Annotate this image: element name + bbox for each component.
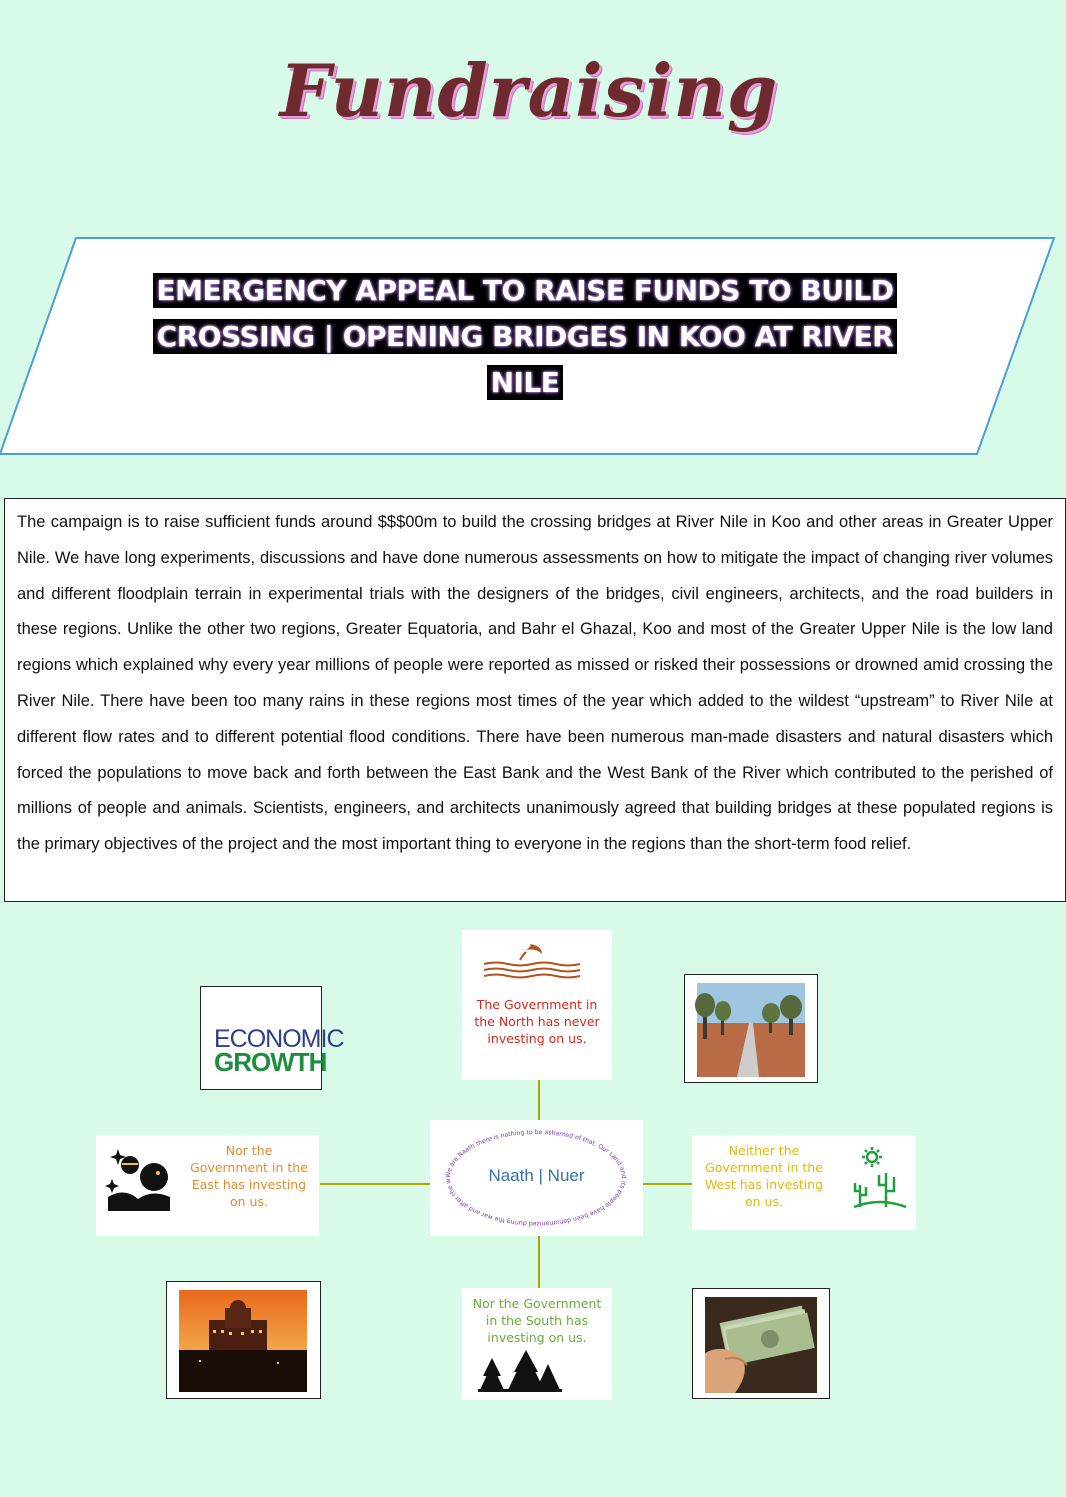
economic-growth-card: [200, 986, 344, 1090]
north-node: [462, 930, 612, 1080]
logo-line-2: GROWTH: [214, 1047, 327, 1077]
north-label: The Government in the North has never investing on us.: [474, 997, 600, 1046]
banner-heading: [140, 268, 910, 406]
page-title: Fundraising: [279, 48, 779, 133]
connector-north: [538, 1080, 540, 1120]
banner-line-2: CROSSING | OPENING BRIDGES IN KOO AT RIVER: [153, 319, 898, 354]
palace-dusk-photo: [179, 1290, 307, 1392]
connector-south: [538, 1236, 540, 1288]
night-moon-icon: [108, 1143, 170, 1211]
east-node: [96, 1135, 319, 1236]
east-label: Nor the Government in the East has investing on us.: [190, 1143, 308, 1209]
banner-line-3: NILE: [487, 365, 564, 400]
south-label: Nor the Government in the South has investing on us.: [472, 1296, 602, 1345]
west-node: [692, 1135, 916, 1230]
palace-photo-card: [166, 1281, 321, 1399]
money-photo-card: [692, 1288, 830, 1399]
center-node: [430, 1120, 643, 1236]
center-ring-text: We are Naath there is nothing to be ashamed of that. Our Land and its people have been dehumanized during the war and after the w: [444, 1128, 628, 1228]
center-label: Naath | Nuer: [488, 1166, 585, 1185]
connector-east: [320, 1183, 430, 1185]
road-photo-card: [684, 974, 818, 1083]
pine-trees-icon: [478, 1350, 562, 1392]
road-trees-photo: [697, 983, 805, 1077]
campaign-description-box: [4, 498, 1066, 902]
boat-waves-icon: [482, 940, 582, 982]
west-label: Neither the Government in the West has investing on us.: [705, 1143, 823, 1209]
connector-west: [642, 1183, 692, 1185]
logo-line-1: ECONOMIC: [214, 1025, 344, 1053]
south-node: [462, 1288, 612, 1400]
cactus-sun-icon: [852, 1145, 908, 1211]
banner-line-1: EMERGENCY APPEAL TO RAISE FUNDS TO BUILD: [153, 273, 898, 308]
campaign-description: The campaign is to raise sufficient funds around $$$00m to build the crossing bridges at River Nile in Koo and other areas in Greater Upper Nile. We have long experiments, discussions and have done numerous assessments on how to mitigate the impact of changing river volumes and different floodplain terrain in experimental trials with the designers of the bridges, civil engineers, architects, and the road builders in these regions. Unlike the other two regions, Greater Equatoria, and Bahr el Ghazal, Koo and most of the Greater Upper Nile is the low land regions which explained why every year millions of people were reported as missed or risked their possessions or drowned amid crossing the River Nile. There have been too many rains in these regions most times of the year which added to the wildest “upstream” to River Nile at different flow rates and to different potential flood conditions. There have been numerous man-made disasters and natural disasters which forced the populations to move back and forth between the East Bank and the West Bank of the River which contributed to the perished of millions of people and animals. Scientists, engineers, and architects unanimously agreed that building bridges at these populated regions is the primary objectives of the project and the most important thing to everyone in the regions than the short-term food relief.: [17, 513, 1053, 854]
money-hand-photo: [705, 1297, 817, 1393]
